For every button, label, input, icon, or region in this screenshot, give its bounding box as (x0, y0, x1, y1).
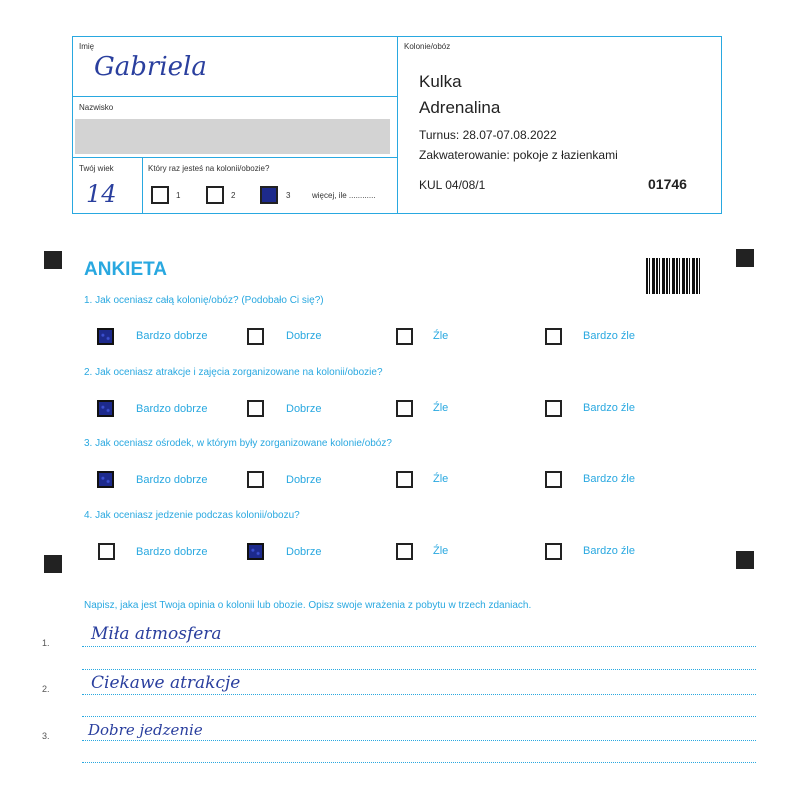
q2-checkbox-bardzo-dobrze[interactable] (97, 400, 114, 417)
q4-option-zle: Źle (433, 545, 449, 557)
opinion-dotline-2b (82, 716, 756, 717)
ktory-raz-option-2: 2 (231, 191, 236, 200)
nazwisko-redacted-field[interactable] (75, 119, 390, 154)
opinion-line-number-3: 3. (42, 731, 50, 741)
q2-checkbox-dobrze[interactable] (247, 400, 264, 417)
ktory-raz-checkbox-2[interactable] (206, 186, 224, 204)
q4-option-bardzo-zle: Bardzo źle (583, 545, 635, 557)
q2-checkbox-bardzo-zle[interactable] (545, 400, 562, 417)
ktory-raz-option-3: 3 (286, 191, 291, 200)
q1-checkbox-dobrze[interactable] (247, 328, 264, 345)
q4-option-dobrze: Dobrze (286, 546, 322, 558)
imie-value[interactable]: Gabriela (94, 52, 207, 82)
ktory-raz-option-1: 1 (176, 191, 181, 200)
header-divider-vertical (397, 36, 398, 214)
q3-checkbox-bardzo-dobrze[interactable] (97, 471, 114, 488)
q3-option-bardzo-zle: Bardzo źle (583, 473, 635, 485)
opinion-line-number-2: 2. (42, 684, 50, 694)
q1-checkbox-bardzo-zle[interactable] (545, 328, 562, 345)
alignment-marker-mid-right (736, 551, 754, 569)
barcode (646, 258, 701, 294)
q3-option-dobrze: Dobrze (286, 474, 322, 486)
kolonia-name-line2: Adrenalina (419, 98, 501, 117)
alignment-marker-top-left (44, 251, 62, 269)
q3-checkbox-zle[interactable] (396, 471, 413, 488)
opinion-answer-3[interactable]: Dobre jedzenie (88, 721, 203, 739)
q2-option-zle: Źle (433, 402, 449, 414)
q4-option-bardzo-dobrze: Bardzo dobrze (136, 546, 208, 558)
header-divider-3 (142, 157, 143, 214)
q4-checkbox-zle[interactable] (396, 543, 413, 560)
imie-label: Imię (79, 42, 95, 51)
wiek-value[interactable]: 14 (86, 180, 117, 208)
opinion-answer-2[interactable]: Ciekawe atrakcje (91, 673, 241, 693)
alignment-marker-mid-left (44, 555, 62, 573)
ktory-raz-label: Który raz jesteś na kolonii/obozie? (148, 164, 270, 173)
q1-option-bardzo-dobrze: Bardzo dobrze (136, 330, 208, 342)
opinion-line-number-1: 1. (42, 638, 50, 648)
q4-checkbox-bardzo-zle[interactable] (545, 543, 562, 560)
opinion-dotline-2a (82, 694, 756, 695)
kolonia-name-line1: Kulka (419, 72, 462, 91)
question-3: 3. Jak oceniasz ośrodek, w którym były zorganizowane kolonie/obóz? (84, 438, 392, 449)
q3-checkbox-dobrze[interactable] (247, 471, 264, 488)
q3-option-zle: Źle (433, 473, 449, 485)
q4-checkbox-dobrze[interactable] (247, 543, 264, 560)
header-divider-2 (72, 157, 398, 158)
q1-checkbox-zle[interactable] (396, 328, 413, 345)
question-2: 2. Jak oceniasz atrakcje i zajęcia zorganizowane na kolonii/obozie? (84, 367, 383, 378)
q4-checkbox-bardzo-dobrze[interactable] (98, 543, 115, 560)
turnus-text: Turnus: 28.07-07.08.2022 (419, 128, 557, 142)
alignment-marker-top-right (736, 249, 754, 267)
wiek-label: Twój wiek (79, 164, 114, 173)
opinion-dotline-3a (82, 740, 756, 741)
opinion-dotline-1b (82, 669, 756, 670)
question-1: 1. Jak oceniasz całą kolonię/obóz? (Podobało Ci się?) (84, 295, 324, 306)
q2-option-bardzo-zle: Bardzo źle (583, 402, 635, 414)
kolonia-label: Kolonie/obóz (404, 42, 451, 51)
survey-title: ANKIETA (84, 259, 168, 280)
q2-option-dobrze: Dobrze (286, 403, 322, 415)
q2-checkbox-zle[interactable] (396, 400, 413, 417)
opinion-answer-1[interactable]: Miła atmosfera (91, 624, 222, 644)
kolonia-code: KUL 04/08/1 (419, 178, 486, 192)
zakwaterowanie-text: Zakwaterowanie: pokoje z łazienkami (419, 148, 618, 162)
question-4: 4. Jak oceniasz jedzenie podczas kolonii/obozu? (84, 510, 300, 521)
ktory-raz-checkbox-3[interactable] (260, 186, 278, 204)
q3-option-bardzo-dobrze: Bardzo dobrze (136, 474, 208, 486)
q3-checkbox-bardzo-zle[interactable] (545, 471, 562, 488)
ktory-raz-checkbox-1[interactable] (151, 186, 169, 204)
opinion-dotline-1a (82, 646, 756, 647)
opinion-dotline-3b (82, 762, 756, 763)
nazwisko-label: Nazwisko (79, 103, 114, 112)
opinion-prompt: Napisz, jaka jest Twoja opinia o kolonii lub obozie. Opisz swoje wrażenia z pobytu w trzech zdaniach. (84, 600, 532, 611)
q1-option-dobrze: Dobrze (286, 330, 322, 342)
form-number: 01746 (648, 176, 687, 192)
q1-option-zle: Źle (433, 330, 449, 342)
q1-option-bardzo-zle: Bardzo źle (583, 330, 635, 342)
wiecej-label: więcej, ile ............ (312, 191, 376, 200)
q2-option-bardzo-dobrze: Bardzo dobrze (136, 403, 208, 415)
q1-checkbox-bardzo-dobrze[interactable] (97, 328, 114, 345)
header-divider-1 (72, 96, 398, 97)
